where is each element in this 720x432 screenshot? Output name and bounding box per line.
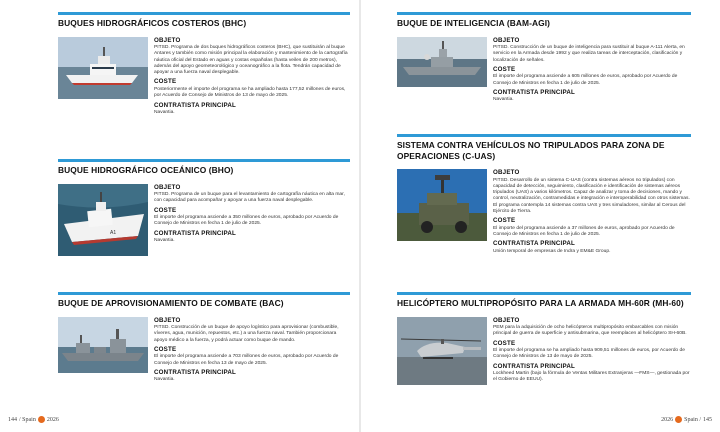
objeto-text: PITSD. Programa de un buque para el levantamiento de cartografía náutica en alta mar, con capacidad para acompañar y apoyar a una fuerza naval desplegable. — [154, 192, 345, 204]
spain-logo-icon — [675, 416, 682, 423]
section-c-uas — [397, 134, 691, 289]
contratista-label: CONTRATISTA PRINCIPAL — [154, 368, 236, 376]
section-title: HELICÓPTERO MULTIPROPÓSITO PARA LA ARMADA MH-60R (MH-60) — [397, 298, 684, 308]
objeto-label: OBJETO — [493, 36, 520, 44]
footer-publication: Spain / — [684, 416, 701, 423]
coste-label: COSTE — [154, 78, 177, 86]
section-title: SISTEMA CONTRA VEHÍCULOS NO TRIPULADOS PARA ZONA DE OPERACIONES (C-UAS) — [397, 140, 665, 161]
section-title: BUQUE DE APROVISIONAMIENTO DE COMBATE (BAC) — [58, 298, 284, 308]
contratista-label: CONTRATISTA PRINCIPAL — [493, 240, 575, 248]
contratista-text: Navantia. — [154, 110, 175, 116]
left-page-footer — [8, 416, 59, 423]
section-mh-60 — [397, 292, 691, 417]
contratista-text: Lockheed Martin (bajo la fórmula de Ventas Militares Extranjeras —FMS—, gestionada por el Gobierno de EEUU). — [493, 371, 690, 383]
coste-label: COSTE — [493, 217, 516, 225]
contratista-label: CONTRATISTA PRINCIPAL — [493, 88, 575, 96]
section-bam-agi — [397, 12, 691, 117]
coste-text: El importe del programa asciende a 37 millones de euros, aprobado por Acuerdo de Consejo de Ministros en fecha 1 de julio de 2025. — [493, 225, 675, 238]
section-title: BUQUES HIDROGRÁFICOS COSTEROS (BHC) — [58, 18, 247, 28]
bac-ship-photo — [58, 317, 148, 373]
section-rule — [397, 12, 691, 15]
objeto-text: PITSD. Desarrollo de un sistema C-UAS (contra sistemas aéreos no tripulados) con capacidad de detección, seguimiento, clasificación e identificación de sistemas aéreos tripulados (UAS) a varios kilómetros. Capaz de analizar y toma de decisiones, mando y control, neutralización, contramedidas e integración e interoperabilidad con otros sistemas. El programa contempla 14 sistemas contra UAS y tres simuladores, similar al Cerous del Ejército de Tierra. — [493, 177, 690, 214]
contratista-label: CONTRATISTA PRINCIPAL — [493, 362, 575, 370]
footer-year: 2026 — [46, 416, 59, 423]
contratista-label: CONTRATISTA PRINCIPAL — [154, 101, 236, 109]
objeto-label: OBJETO — [154, 316, 181, 324]
c-uas-vehicle-photo — [397, 169, 487, 241]
svg-text:A1: A1 — [110, 229, 117, 236]
contratista-text: Navantia. — [154, 238, 175, 244]
section-rule — [397, 134, 691, 137]
contratista-text: Unión temporal de empresas de Indra y EM&E Group. — [493, 248, 611, 254]
coste-text: El importe del programa se ha ampliado hasta 909,51 millones de euros, por Acuerdo de Consejo de Ministros de 13 de mayo de 2025. — [493, 348, 685, 360]
coste-label: COSTE — [493, 339, 516, 347]
objeto-label: OBJETO — [493, 169, 520, 176]
section-rule — [58, 12, 350, 15]
mh-60-helicopter-photo — [397, 317, 487, 385]
section-rule — [58, 159, 350, 162]
coste-label: COSTE — [493, 65, 516, 73]
coste-label: COSTE — [154, 345, 177, 353]
objeto-label: OBJETO — [493, 316, 520, 324]
right-page-footer — [661, 416, 712, 423]
contratista-text: Navantia. — [154, 377, 175, 383]
objeto-text: PITSD. Construcción de un buque de inteligencia para sustituir al buque A-111 Alerta, en servicio en la Armada desde 1992 y que realiza tareas de interceptación, clasificación y localización de señales. — [493, 45, 685, 63]
section-bho — [58, 159, 350, 284]
objeto-label: OBJETO — [154, 36, 181, 44]
objeto-label: OBJETO — [154, 183, 181, 191]
objeto-text: PITSD. Construcción de un buque de apoyo logístico para aprovisionar (combustible, víveres, agua, munición, repuestos, etc.) a una fuerza naval. También proporcionara apoyo médico a la fuerza, y podrá actuar como buque de mando. — [154, 325, 339, 343]
bho-ship-photo — [58, 184, 148, 256]
footer-year: 2026 — [661, 416, 674, 423]
coste-text: El importe del programa asciende a 703 millones de euros, aprobado por Acuerdo de Consejo de Ministros en fecha 13 de mayo de 2025. — [154, 354, 339, 366]
page-number: 145 — [703, 416, 712, 423]
section-rule — [397, 292, 691, 295]
section-title: BUQUE DE INTELIGENCIA (BAM-AGI) — [397, 18, 551, 28]
coste-text: El importe del programa asciende a 350 millones de euros, aprobado por Acuerdo de Consejo de Ministros en fecha 1 de julio de 2025. — [154, 215, 339, 227]
coste-text: El importe del programa asciende a 605 millones de euros, aprobado por Acuerdo de Consejo de Ministros en fecha 1 de julio de 2025. — [493, 74, 678, 86]
contratista-label: CONTRATISTA PRINCIPAL — [154, 229, 236, 237]
section-bhc — [58, 12, 350, 137]
objeto-text: PITSD. Programa de dos buques hidrográficos costeros (BHC), que sustituirán al buque Antares y también como misión principal la elaboración y mantenimiento de la cartografía náutica oficial del Estado en aguas y costas españolas (hasta veiles de 200 metros), además del apoyo geometeorológico y oceanográfico a la flota. Tendrán capacidad de apoyar a una fuerza naval desplegable. — [154, 45, 348, 76]
bam-agi-ship-photo — [397, 37, 487, 87]
page-number: 144 — [8, 416, 17, 423]
section-rule — [58, 292, 350, 295]
bhc-ship-photo — [58, 37, 148, 99]
contratista-text: Navantia. — [493, 97, 514, 103]
coste-text: Posteriormente el importe del programa se ha ampliado hasta 177,52 millones de euros, por Acuerdo de Consejo de Ministros de 13 de mayo de 2025. — [154, 86, 346, 99]
footer-publication: / Spain — [19, 416, 36, 423]
objeto-text: PEM para la adquisición de ocho helicópteros multipropósito embarcables con misión principal de guerra de superficie y antisubmarina, que reemplacen al helicóptero SH-60B. — [493, 325, 687, 337]
right-page — [360, 0, 720, 432]
section-bac — [58, 292, 350, 417]
spain-logo-icon — [38, 416, 45, 423]
section-title: BUQUE HIDROGRÁFICO OCEÁNICO (BHO) — [58, 165, 234, 175]
coste-label: COSTE — [154, 206, 177, 214]
